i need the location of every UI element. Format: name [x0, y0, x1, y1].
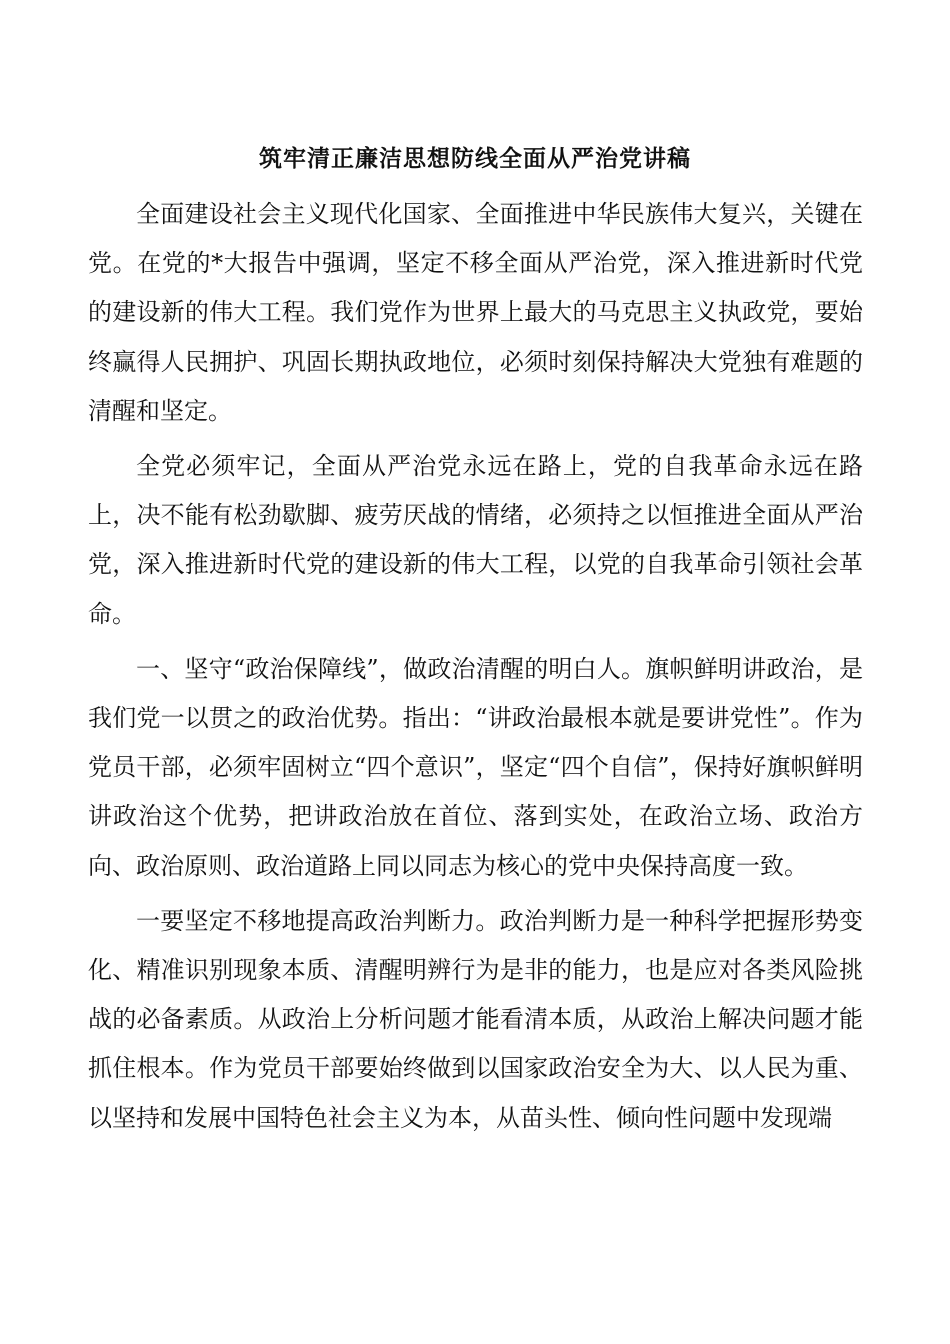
paragraph: 一要坚定不移地提高政治判断力。政治判断力是一种科学把握形势变化、精准识别现象本质、清醒明辨行为是非的能力，也是应对各类风险挑战的必备素质。从政治上分析问题才能看清本质，从政治上解决问题才能抓住根本。作为党员干部要始终做到以国家政治安全为大、以人民为重、以坚持和发展中国特色社会主义为本，从苗头性、倾向性问题中发现端: [88, 906, 863, 1132]
paragraph: 全党必须牢记，全面从严治党永远在路上，党的自我革命永远在路上，决不能有松劲歇脚、疲劳厌战的情绪，必须持之以恒推进全面从严治党，深入推进新时代党的建设新的伟大工程，以党的自我革命引领社会革命。: [88, 452, 863, 628]
document-title: 筑牢清正廉洁思想防线全面从严治党讲稿: [259, 146, 691, 172]
document-body: [88, 190, 863, 1149]
paragraph: 全面建设社会主义现代化国家、全面推进中华民族伟大复兴，关键在党。在党的*大报告中强调，坚定不移全面从严治党，深入推进新时代党的建设新的伟大工程。我们党作为世界上最大的马克思主义执政党，要始终赢得人民拥护、巩固长期执政地位，必须时刻保持解决大党独有难题的清醒和坚定。: [88, 200, 863, 425]
paragraph: 一、坚守“政治保障线”，做政治清醒的明白人。旗帜鲜明讲政治，是我们党一以贯之的政治优势。指出：“讲政治最根本就是要讲党性”。作为党员干部，必须牢固树立“四个意识”，坚定“四个自信”，保持好旗帜鲜明讲政治这个优势，把讲政治放在首位、落到实处，在政治立场、政治方向、政治原则、政治道路上同以同志为核心的党中央保持高度一致。: [88, 654, 863, 880]
